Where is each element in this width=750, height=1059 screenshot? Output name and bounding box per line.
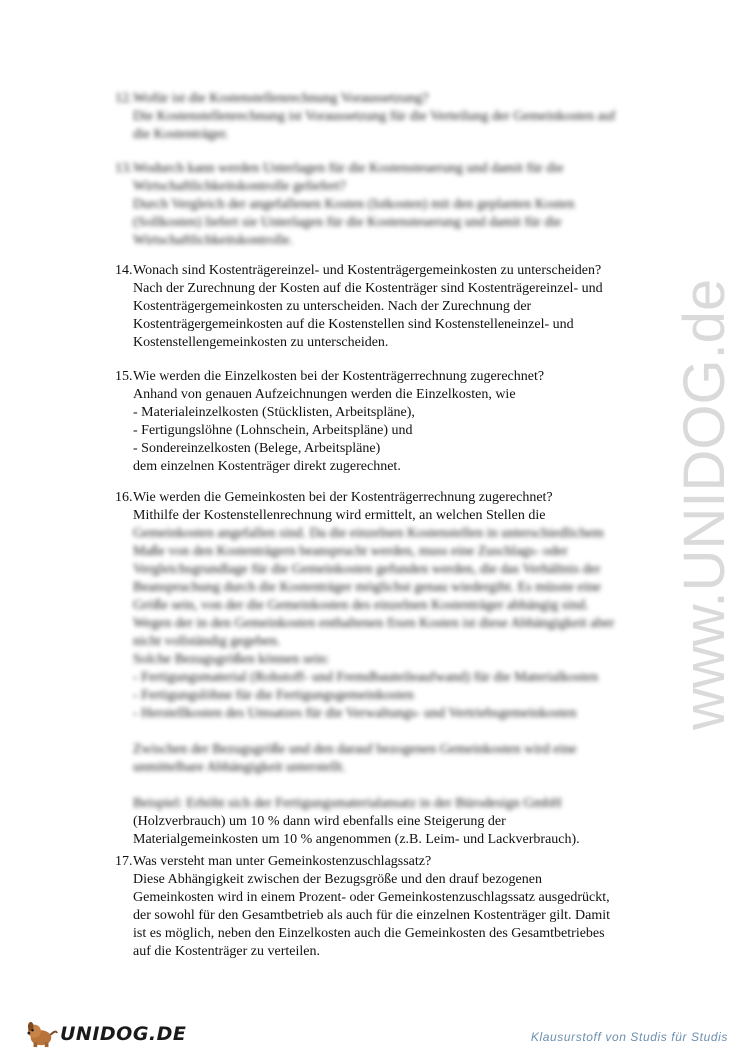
question-text: Wodurch kann werden Unterlagen für die Kostensteuerung und damit für die xyxy=(133,161,564,176)
question-12 xyxy=(115,90,655,144)
answer-line xyxy=(115,777,655,795)
answer-line: Mithilfe der Kostenstellenrechnung wird ermittelt, an welchen Stellen die xyxy=(133,508,546,523)
question-text: Wonach sind Kostenträgereinzel- und Kostenträgergemeinkosten zu unterscheiden? xyxy=(133,263,602,278)
dog-logo-icon xyxy=(22,1020,60,1048)
question-text: Was versteht man unter Gemeinkostenzuschlagssatz? xyxy=(133,854,432,869)
question-number: 17. xyxy=(115,854,133,869)
answer-line: Gemeinkosten angefallen sind. Da die einzelnen Kostenstellen in unterschiedlichem xyxy=(133,526,604,541)
answer-line: Wirtschaftlichkeitskontrolle geliefert? xyxy=(133,179,346,194)
answer-line: - Herstellkosten des Umsatzes für die Verwaltungs- und Vertriebsgemeinkosten xyxy=(133,706,577,721)
answer-line: Die Kostenstellenrechnung ist Voraussetzung für die Verteilung der Gemeinkosten auf xyxy=(133,109,616,124)
question-text: Wofür ist die Kostenstellenrechnung Voraussetzung? xyxy=(133,91,429,106)
logo-text: UNIDOG.DE xyxy=(60,1023,187,1045)
answer-line: - Fertigungslöhne für die Fertigungsgemeinkosten xyxy=(133,688,414,703)
answer-line: unmittelbare Abhängigkeit unterstellt. xyxy=(133,760,346,775)
question-number: 16. xyxy=(115,490,133,505)
answer-line: Kostenträgergemeinkosten zu unterscheiden. Nach der Zurechnung der xyxy=(133,299,532,314)
question-16 xyxy=(115,489,655,849)
answer-line: Größe sein, von der die Gemeinkosten des einzelnen Kostenträger abhängig sind. xyxy=(133,598,589,613)
answer-line: Zwischen der Bezugsgröße und den darauf bezogenen Gemeinkosten wird eine xyxy=(133,742,577,757)
answer-line: Beanspruchung durch die Kostenträger möglichst genau wiedergibt. Es müsste eine xyxy=(133,580,601,595)
answer-line: auf die Kostenträger zu verteilen. xyxy=(133,944,320,959)
answer-line: der sowohl für den Gesamtbetrieb als auch für die einzelnen Kostenträger gilt. Damit xyxy=(133,908,611,923)
answer-line: Vergleichsgrundlage für die Gemeinkosten gefunden werden, die das Verhältnis der xyxy=(133,562,601,577)
answer-line: Diese Abhängigkeit zwischen der Bezugsgröße und den drauf bezogenen xyxy=(133,872,542,887)
answer-line: (Holzverbrauch) um 10 % dann wird ebenfalls eine Steigerung der xyxy=(133,814,506,829)
answer-line: Kostenstellengemeinkosten zu unterscheiden. xyxy=(133,335,389,350)
answer-line: - Sondereinzelkosten (Belege, Arbeitspläne) xyxy=(133,441,381,456)
question-text: Wie werden die Einzelkosten bei der Kostenträgerrechnung zugerechnet? xyxy=(133,369,545,384)
answer-line: Maße von den Kostenträgern beansprucht werden, muss eine Zuschlags- oder xyxy=(133,544,568,559)
watermark xyxy=(632,270,750,740)
answer-line: nicht vollständig gegeben. xyxy=(133,634,281,649)
answer-line: Gemeinkosten wird in einem Prozent- oder Gemeinkostenzuschlagssatz ausgedrückt, xyxy=(133,890,610,905)
question-15 xyxy=(115,368,655,476)
answer-line: Durch Vergleich der angefallenen Kosten (Istkosten) mit den geplanten Kosten xyxy=(133,197,575,212)
footer-tagline: Klausurstoff von Studis für Studis xyxy=(530,1030,728,1044)
answer-line: Wegen der in den Gemeinkosten enthaltenen fixen Kosten ist diese Abhängigkeit aber xyxy=(133,616,615,631)
answer-line: - Fertigungsmaterial (Rohstoff- und Fremdbauteileaufwand) für die Materialkosten xyxy=(133,670,599,685)
question-17 xyxy=(115,853,655,961)
watermark-text: www.UNIDOG.de xyxy=(672,278,737,730)
question-number: 12. xyxy=(115,91,133,106)
answer-line: ist es möglich, neben den Einzelkosten auch die Gemeinkosten des Gesamtbetriebes xyxy=(133,926,605,941)
answer-line: Solche Bezugsgrößen können sein: xyxy=(133,652,330,667)
question-14 xyxy=(115,262,655,352)
answer-line: Beispiel: Erhöht sich der Fertigungsmaterialansatz in der Bürodesign GmbH xyxy=(133,796,562,811)
answer-line: dem einzelnen Kostenträger direkt zugerechnet. xyxy=(133,459,401,474)
answer-line: Materialgemeinkosten um 10 % angenommen (z.B. Leim- und Lackverbrauch). xyxy=(133,832,580,847)
answer-line: Kostenträgergemeinkosten auf die Kostenstellen sind Kostenstelleneinzel- und xyxy=(133,317,574,332)
answer-line: - Fertigungslöhne (Lohnschein, Arbeitspläne) und xyxy=(133,423,413,438)
question-number: 13. xyxy=(115,161,133,176)
answer-line xyxy=(115,723,655,741)
answer-line: (Sollkosten) liefert sie Unterlagen für die Kostensteuerung und damit für die xyxy=(133,215,562,230)
answer-line: die Kostenträger. xyxy=(133,127,229,142)
answer-line: Anhand von genauen Aufzeichnungen werden die Einzelkosten, wie xyxy=(133,387,516,402)
blurred-answer-block xyxy=(115,525,655,813)
question-text: Wie werden die Gemeinkosten bei der Kostenträgerrechnung zugerechnet? xyxy=(133,490,553,505)
question-13 xyxy=(115,160,655,250)
answer-line: - Materialeinzelkosten (Stücklisten, Arbeitspläne), xyxy=(133,405,415,420)
answer-line: Nach der Zurechnung der Kosten auf die Kostenträger sind Kostenträgereinzel- und xyxy=(133,281,603,296)
question-number: 14. xyxy=(115,263,133,278)
question-number: 15. xyxy=(115,369,133,384)
answer-line: Wirtschaftlichkeitskontrolle. xyxy=(133,233,294,248)
